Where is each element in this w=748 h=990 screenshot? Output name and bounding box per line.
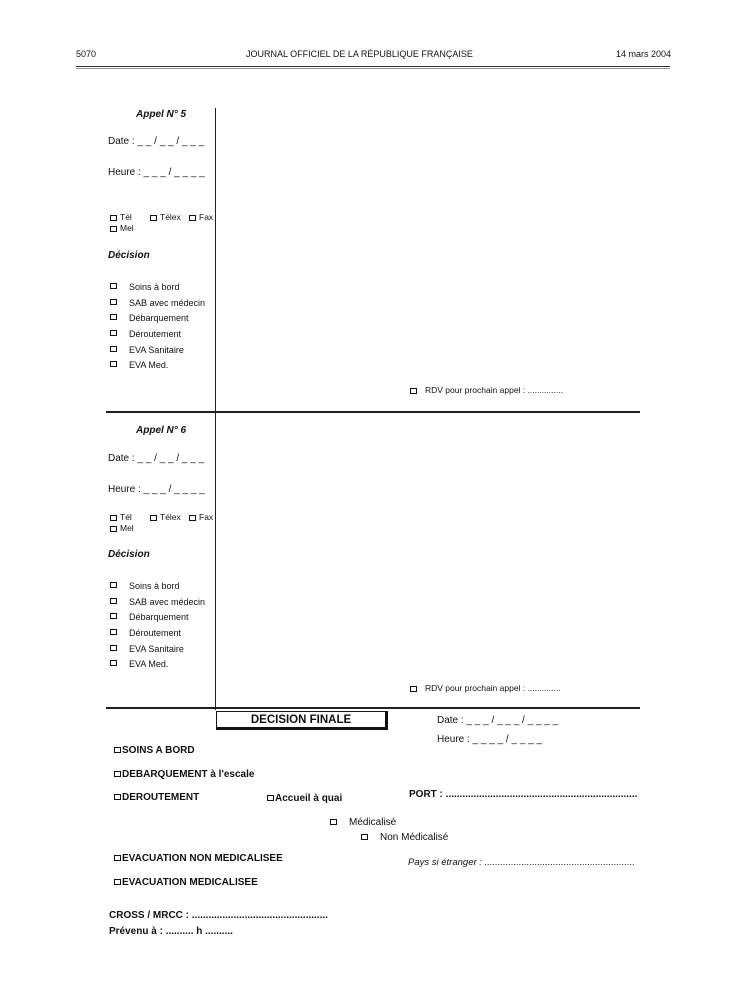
checkbox-icon <box>110 361 117 367</box>
final-port-field[interactable]: PORT : ..................................................................... <box>409 789 638 800</box>
issue-date: 14 mars 2004 <box>616 49 672 59</box>
call-5-channel-mel[interactable]: Mel <box>110 223 134 233</box>
checkbox-icon <box>114 879 121 885</box>
call-6-option-debarquement[interactable]: Débarquement <box>110 607 189 625</box>
checkbox-icon <box>110 515 117 521</box>
checkbox-icon <box>189 515 196 521</box>
call-5-option-soins[interactable]: Soins à bord <box>110 277 180 295</box>
checkbox-icon <box>189 215 196 221</box>
checkbox-icon <box>267 795 274 801</box>
final-option-non-medicalise[interactable]: Non Médicalisé <box>361 832 448 843</box>
checkbox-icon <box>110 629 117 635</box>
checkbox-icon <box>110 645 117 651</box>
call-6-option-soins[interactable]: Soins à bord <box>110 576 180 594</box>
cross-mrcc-field[interactable]: CROSS / MRCC : ................................................. <box>109 910 328 921</box>
call-5-channel-telex[interactable]: Télex <box>150 212 181 222</box>
call-6-channel-tel[interactable]: Tél <box>110 512 132 522</box>
checkbox-icon <box>361 834 368 840</box>
checkbox-icon <box>410 388 417 394</box>
checkbox-icon <box>114 771 121 777</box>
call-5-option-eva-sanitaire[interactable]: EVA Sanitaire <box>110 340 184 358</box>
call-5-title: Appel N° 5 <box>136 109 187 120</box>
call-5-time-field[interactable]: Heure : _ _ _ / _ _ _ _ <box>108 167 205 178</box>
header-rule-secondary <box>76 68 670 69</box>
call-6-date-field[interactable]: Date : _ _ / _ _ / _ _ _ <box>108 453 205 464</box>
call-6-option-eva-med[interactable]: EVA Med. <box>110 654 168 672</box>
call-5-option-eva-med[interactable]: EVA Med. <box>110 355 168 373</box>
call-5-option-debarquement[interactable]: Débarquement <box>110 308 189 326</box>
checkbox-icon <box>114 855 121 861</box>
section-divider-1 <box>106 411 640 413</box>
call-5-option-sab[interactable]: SAB avec médecin <box>110 293 205 311</box>
call-5-channel-fax[interactable]: Fax <box>189 212 213 222</box>
column-divider <box>215 108 216 710</box>
final-time-field[interactable]: Heure : _ _ _ _ / _ _ _ _ <box>437 734 543 745</box>
final-option-evac-non-med[interactable]: EVACUATION NON MEDICALISEE <box>114 853 283 864</box>
checkbox-icon <box>110 526 117 532</box>
prevenu-field[interactable]: Prévenu à : .......... h .......... <box>109 926 233 937</box>
call-5-decision-title: Décision <box>108 250 150 261</box>
checkbox-icon <box>110 226 117 232</box>
call-6-time-field[interactable]: Heure : _ _ _ / _ _ _ _ <box>108 484 205 495</box>
call-5-date-field[interactable]: Date : _ _ / _ _ / _ _ _ <box>108 136 205 147</box>
call-6-option-eva-sanitaire[interactable]: EVA Sanitaire <box>110 639 184 657</box>
page-number: 5070 <box>76 49 97 59</box>
final-decision-title: DECISION FINALE <box>216 711 388 730</box>
final-option-medicalise[interactable]: Médicalisé <box>330 817 396 828</box>
checkbox-icon <box>110 215 117 221</box>
checkbox-icon <box>110 598 117 604</box>
call-6-channel-telex[interactable]: Télex <box>150 512 181 522</box>
journal-title: JOURNAL OFFICIEL DE LA RÉPUBLIQUE FRANÇAISE <box>246 49 473 59</box>
section-divider-2 <box>106 707 640 709</box>
checkbox-icon <box>110 346 117 352</box>
checkbox-icon <box>110 582 117 588</box>
final-option-soins[interactable]: SOINS A BORD <box>114 745 195 756</box>
final-option-deroutement[interactable]: DEROUTEMENT <box>114 792 199 803</box>
final-option-accueil[interactable]: Accueil à quai <box>267 793 342 804</box>
call-6-title: Appel N° 6 <box>136 425 187 436</box>
final-pays-field[interactable]: Pays si étranger : ......................................................... <box>408 857 636 868</box>
checkbox-icon <box>150 515 157 521</box>
call-6-channel-fax[interactable]: Fax <box>189 512 213 522</box>
call-6-decision-title: Décision <box>108 549 150 560</box>
checkbox-icon <box>330 819 337 825</box>
checkbox-icon <box>150 215 157 221</box>
checkbox-icon <box>110 314 117 320</box>
call-6-option-sab[interactable]: SAB avec médecin <box>110 592 205 610</box>
checkbox-icon <box>110 613 117 619</box>
checkbox-icon <box>110 283 117 289</box>
call-5-channel-tel[interactable]: Tél <box>110 212 132 222</box>
call-6-rdv[interactable]: RDV pour prochain appel : .............. <box>410 683 561 693</box>
checkbox-icon <box>110 660 117 666</box>
header-rule <box>76 66 670 67</box>
final-option-evac-med[interactable]: EVACUATION MEDICALISEE <box>114 877 258 888</box>
checkbox-icon <box>114 794 121 800</box>
checkbox-icon <box>410 686 417 692</box>
final-option-debarquement[interactable]: DEBARQUEMENT à l'escale <box>114 769 254 780</box>
final-date-field[interactable]: Date : _ _ _ / _ _ _ / _ _ _ _ <box>437 715 559 726</box>
checkbox-icon <box>114 747 121 753</box>
call-6-option-deroutement[interactable]: Déroutement <box>110 623 181 641</box>
checkbox-icon <box>110 330 117 336</box>
call-5-rdv[interactable]: RDV pour prochain appel : ............... <box>410 385 563 395</box>
checkbox-icon <box>110 299 117 305</box>
call-5-option-deroutement[interactable]: Déroutement <box>110 324 181 342</box>
call-6-channel-mel[interactable]: Mel <box>110 523 134 533</box>
